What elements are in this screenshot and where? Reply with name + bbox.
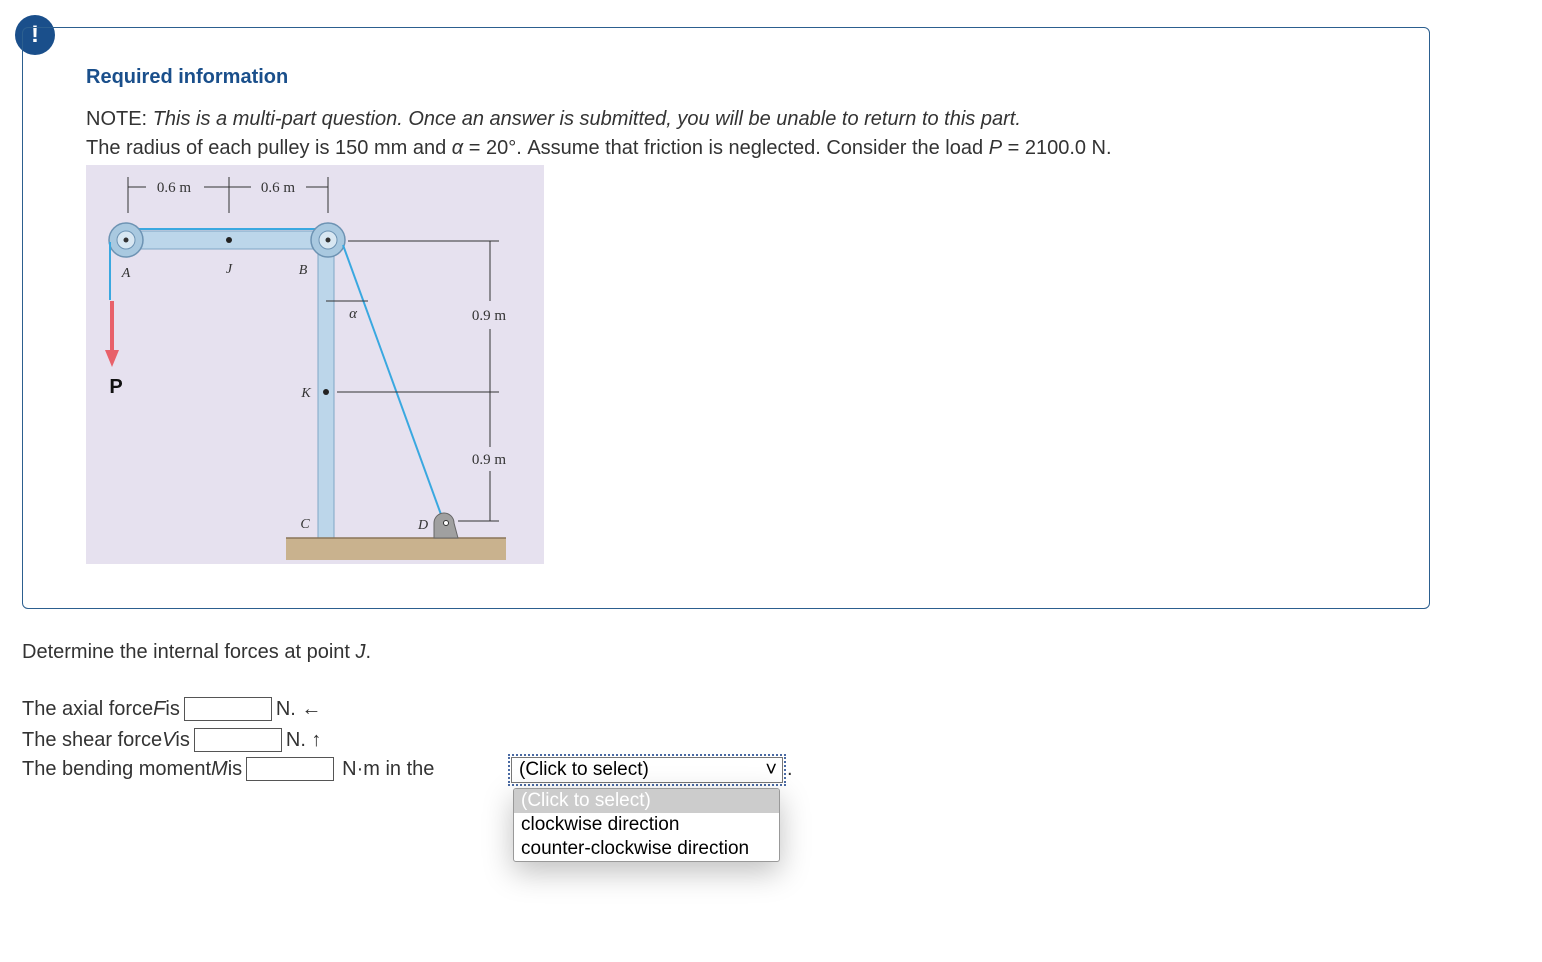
dropdown-option-placeholder[interactable]: (Click to select) bbox=[514, 789, 779, 813]
problem-part3: = 2100.0 N. bbox=[1002, 137, 1112, 159]
point-K-dot bbox=[323, 389, 329, 395]
dim-top-left: 0.6 m bbox=[156, 180, 192, 196]
dropdown-option-counter-clockwise[interactable]: counter-clockwise direction bbox=[521, 838, 750, 859]
pulley-B-pin bbox=[326, 238, 331, 243]
support-D-pin bbox=[444, 521, 449, 526]
direction-select[interactable] bbox=[511, 757, 783, 783]
label-P: P bbox=[109, 376, 123, 398]
problem-part2: = 20°. Assume that friction is neglected. Consider the load bbox=[463, 137, 989, 159]
note-prefix: NOTE: bbox=[86, 108, 148, 130]
shear-var: V bbox=[162, 728, 176, 751]
shear-force-input[interactable] bbox=[194, 728, 282, 752]
shear-unit: N. ↑ bbox=[285, 728, 322, 751]
direction-select-value: (Click to select) bbox=[519, 759, 649, 780]
moment-unit: N·m in the bbox=[342, 757, 435, 780]
bending-moment-input[interactable] bbox=[246, 757, 334, 781]
figure-svg bbox=[86, 165, 544, 564]
label-J: J bbox=[225, 262, 233, 277]
exclamation-icon: ! bbox=[31, 21, 39, 48]
note-body: This is a multi-part question. Once an answer is submitted, you will be unable to return to this part. bbox=[152, 108, 1021, 130]
question-prompt bbox=[22, 641, 371, 664]
question-point: J bbox=[355, 641, 366, 663]
axial-force-row bbox=[22, 697, 321, 721]
axial-is: is bbox=[165, 697, 180, 720]
shear-is: is bbox=[175, 728, 190, 751]
point-J-dot bbox=[226, 237, 232, 243]
moment-period: . bbox=[787, 758, 793, 780]
problem-statement bbox=[86, 137, 1112, 160]
dropdown-option-clockwise[interactable]: clockwise direction bbox=[521, 814, 680, 835]
question-prefix: Determine the internal forces at point bbox=[22, 641, 356, 663]
question-suffix: . bbox=[365, 641, 372, 663]
moment-var: M bbox=[211, 757, 228, 780]
pulley-A-pin bbox=[124, 238, 129, 243]
axial-var: F bbox=[153, 697, 166, 720]
figure-background bbox=[86, 165, 544, 564]
moment-prefix: The bending moment bbox=[22, 757, 212, 780]
ground bbox=[286, 538, 506, 560]
shear-force-row bbox=[22, 728, 321, 752]
label-K: K bbox=[301, 386, 311, 401]
label-C: C bbox=[300, 517, 310, 532]
note-text bbox=[86, 108, 1021, 131]
label-B: B bbox=[298, 263, 308, 278]
problem-part1: The radius of each pulley is 150 mm and bbox=[86, 137, 452, 159]
chevron-down-icon: ˅ bbox=[765, 759, 777, 781]
label-A: A bbox=[121, 266, 131, 281]
direction-dropdown-list bbox=[513, 788, 780, 862]
label-D: D bbox=[417, 518, 429, 533]
axial-force-input[interactable] bbox=[184, 697, 272, 721]
dim-right-bottom: 0.9 m bbox=[471, 452, 507, 468]
axial-prefix: The axial force bbox=[22, 697, 154, 720]
axial-unit: N. ← bbox=[275, 697, 322, 720]
label-alpha: α bbox=[349, 306, 357, 322]
required-info-heading: Required information bbox=[86, 66, 289, 88]
moment-is: is bbox=[227, 757, 243, 780]
shear-prefix: The shear force bbox=[22, 728, 163, 751]
pulley-frame-figure bbox=[86, 165, 544, 564]
problem-P: P bbox=[988, 137, 1003, 159]
bending-moment-row bbox=[22, 757, 434, 781]
dim-top-right: 0.6 m bbox=[260, 180, 296, 196]
problem-alpha: α bbox=[451, 137, 464, 159]
dim-right-top: 0.9 m bbox=[471, 308, 507, 324]
